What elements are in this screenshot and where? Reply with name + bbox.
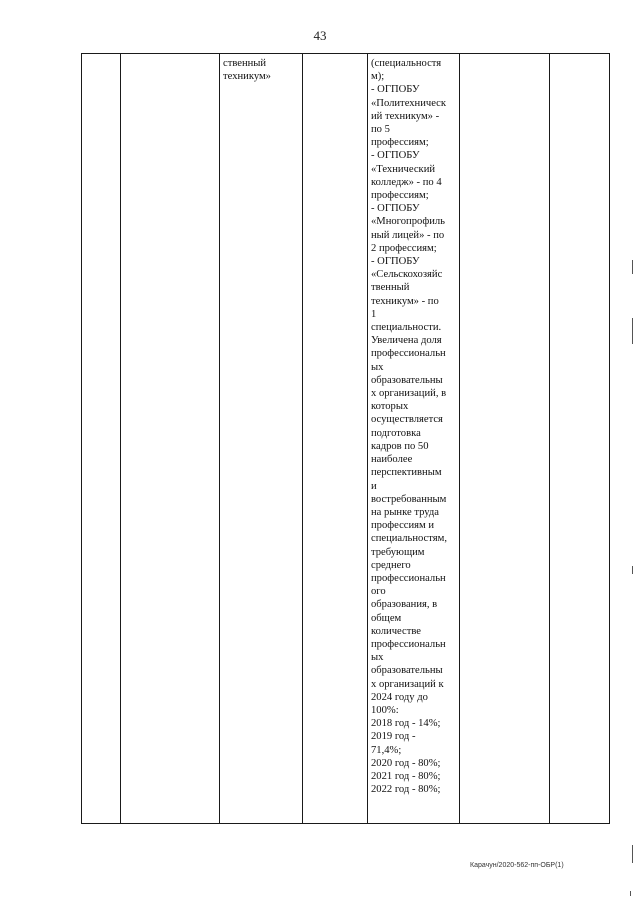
- scan-edge-mark: [632, 318, 633, 344]
- table-cell-3: [220, 54, 303, 824]
- cell-4-text: [303, 54, 367, 57]
- table-cell-5: [368, 54, 460, 824]
- scan-edge-mark: [632, 260, 633, 274]
- cell-5-text: (специальностя м); - ОГПОБУ «Политехническ ий техникум» - по 5 профессиям; - ОГПОБУ «Технический колледж» - по 4 профессиям; - ОГПОБУ «Многопрофиль ный лицей» - по 2 профессиям; - ОГПОБУ «Сельскохозяйс твенный техникум» - по 1 специальности. Увеличена доля профессиональн ых образовательны х организаций, в которых осуществляется подготовка кадров по 50 наиболее перспективным и востребованным на рынке труда профессиям и специальностям, требующим среднего профессиональн ого образования, в общем количестве профессиональн ых образовательны х организаций к 2024 году до 100%: 2018 год - 14%; 2019 год - 71,4%; 2020 год - 80%; 2021 год - 80%; 2022 год - 80%;: [371, 58, 447, 796]
- cell-7-text: [550, 54, 609, 57]
- cell-2-text: [121, 54, 219, 57]
- table-cell-1: [82, 54, 121, 824]
- scan-edge-mark: [630, 891, 631, 896]
- table-cell-7: [550, 54, 610, 824]
- footer-reference: Карачун/2020-562-пп-ОБР(1): [470, 862, 564, 869]
- scan-edge-mark: [632, 845, 633, 863]
- table-cell-2: [121, 54, 220, 824]
- table-cell-4: [303, 54, 368, 824]
- document-table: [81, 53, 610, 824]
- cell-3-text: ственный техникум»: [223, 58, 271, 83]
- cell-1-text: [82, 54, 120, 57]
- scan-edge-mark: [632, 566, 633, 574]
- page-number: 43: [313, 28, 327, 43]
- table-row: [82, 54, 610, 824]
- table-cell-6: [460, 54, 550, 824]
- cell-6-text: [460, 54, 549, 57]
